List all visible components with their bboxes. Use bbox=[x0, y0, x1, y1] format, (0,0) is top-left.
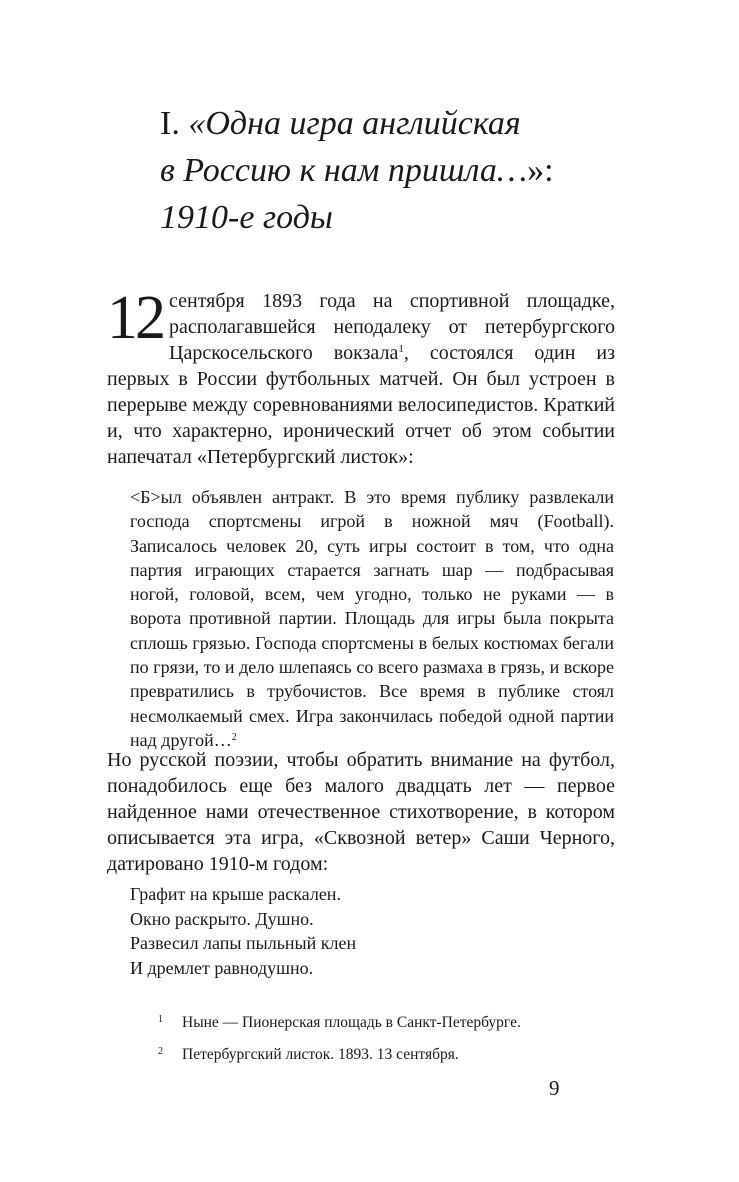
second-paragraph bbox=[107, 747, 615, 877]
footnote-2 bbox=[158, 1042, 618, 1065]
poem-excerpt bbox=[130, 882, 530, 980]
opening-paragraph bbox=[107, 284, 615, 470]
opening-paragraph-text-1: сентября 1893 года на спортивной площадке, располагавшейся неподалеку от петербургского Царскосельского вокзала bbox=[169, 290, 615, 364]
footnote-1 bbox=[158, 1010, 618, 1033]
footnote-number: 2 bbox=[158, 1046, 163, 1057]
poem-line: И дремлет равнодушно. bbox=[130, 957, 314, 978]
chapter-title-line-1: «Одна игра английская bbox=[188, 105, 521, 142]
chapter-numeral: I. bbox=[160, 105, 189, 142]
poem-line: Развесил лапы пыльный клен bbox=[130, 933, 357, 953]
footnote-text: Петербургский листок. 1893. 13 сентября. bbox=[182, 1046, 459, 1063]
drop-cap: 12 bbox=[107, 284, 163, 352]
poem-line: Графит на крыше раскален. bbox=[130, 884, 341, 904]
page-number: 9 bbox=[549, 1076, 560, 1100]
footnote-ref-1[interactable]: 1 bbox=[398, 343, 404, 355]
chapter-title-line-2: в Россию к нам пришла… bbox=[160, 152, 528, 189]
poem-line: Окно раскрыто. Душно. bbox=[130, 908, 314, 929]
newspaper-quote-text: <Б>ыл объявлен антракт. В это время публику развлекали господа спортсмены игрой в ножной мяч (Football). Записалось человек 20, суть игры состоит в том, что одна партия играющих старается загнать шар — подбрасывая ногой, головой, всем, чем угодно, только не руками — в ворота противной партии. Площадь для игры была покрыта сплошь грязью. Господа спортсмены в белых костюмах бегали по грязи, то и дело шлепаясь со всего размаха в грязь, и вскоре превратились в трубочистов. Все время в публике стоял несмолкаемый смех. Игра закончилась победой одной партии над другой… bbox=[130, 487, 614, 750]
footnote-number: 1 bbox=[158, 1014, 163, 1025]
second-paragraph-text: Но русской поэзии, чтобы обратить внимание на футбол, понадобилось еще без малого двадцать лет — первое найденное нами отечественное стихотворение, в котором описывается эта игра, «Сквозной ветер» Саши Черного, датировано 1910-м годом: bbox=[107, 749, 615, 875]
chapter-title-closing-quote: »: bbox=[527, 152, 554, 189]
opening-paragraph-text-2: , состоялся один из первых в России футбольных матчей. Он был устроен в перерыве между соревнованиями велосипедистов. Краткий и, что характерно, иронический отчет об этом событии напечатал «Петербургский листок»: bbox=[107, 342, 615, 468]
chapter-title-line-3: 1910-е годы bbox=[160, 199, 333, 236]
footnote-text: Ныне — Пионерская площадь в Санкт-Петербурге. bbox=[182, 1014, 521, 1031]
newspaper-quote bbox=[130, 485, 614, 752]
footnote-ref-2[interactable]: 2 bbox=[231, 731, 237, 743]
chapter-title bbox=[160, 100, 630, 241]
